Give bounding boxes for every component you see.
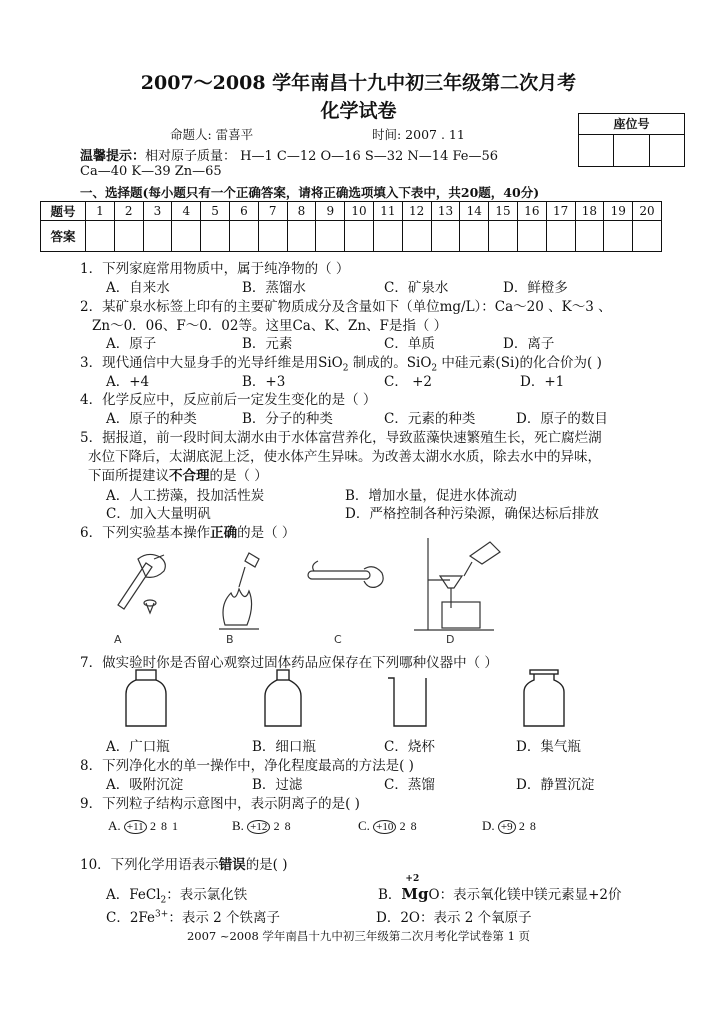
q3-subscript: 2 — [342, 363, 349, 374]
figure-label-b: B — [226, 633, 234, 646]
answer-cell[interactable] — [345, 221, 374, 252]
q5-stem-part: 的是（ ） — [209, 468, 268, 484]
q4-option-d: D．原子的数目 — [516, 411, 608, 427]
question-number: 2 — [114, 202, 143, 221]
nucleus-charge: +10 — [373, 820, 396, 834]
atom-diagram-b — [232, 818, 292, 834]
q1-option-d: D．鲜橙多 — [503, 280, 568, 296]
question-number: 10 — [345, 202, 374, 221]
page-footer: 2007 ~2008 学年南昌十九中初三年级第二次月考化学试卷第 1 页 — [186, 929, 531, 943]
question-number: 3 — [143, 202, 172, 221]
q5-option-c: C．加入大量明矾 — [106, 506, 211, 522]
figure-label-c: C — [334, 633, 342, 646]
question-number: 16 — [517, 202, 546, 221]
question-5: 5．据报道，前一段时间太湖水由于水体富营养化，导致蓝藻快速繁殖生长，死亡腐烂湖 — [80, 430, 602, 446]
question-2-line2: Zn～0．06、F～0．02等。这里Ca、K、Zn、F是指（ ） — [92, 318, 448, 334]
q10-b-valence: +2 — [405, 874, 420, 884]
q8-option-d: D．静置沉淀 — [516, 777, 595, 793]
lab-figure-c — [300, 555, 390, 605]
figure-label-a: A — [114, 633, 122, 646]
answer-cell[interactable] — [316, 221, 345, 252]
date-line: 时间: 2007 . 11 — [372, 127, 465, 142]
question-number: 8 — [287, 202, 316, 221]
q4-option-b: B．分子的种类 — [242, 411, 333, 427]
electron-shells: 2 8 1 — [149, 819, 179, 833]
q5-stem-emphasis: 不合理 — [169, 468, 210, 484]
q1-option-a: A．自来水 — [106, 280, 170, 296]
question-number: 4 — [172, 202, 201, 221]
beaker-icon — [386, 676, 430, 730]
question-number: 9 — [316, 202, 345, 221]
seat-cell[interactable] — [614, 135, 649, 167]
question-4: 4．化学反应中，反应前后一定发生变化的是（ ） — [80, 392, 377, 408]
q6-stem-part: 的是（ ） — [237, 525, 296, 541]
q10-b-part: O：表示氧化镁中镁元素显+2价 — [428, 887, 622, 903]
answer-row — [41, 221, 662, 252]
author-line: 命题人: 雷喜平 — [170, 127, 254, 142]
q5-stem-part: 下面所提建议 — [88, 468, 169, 484]
answer-table — [40, 201, 662, 252]
q10-stem-part: 的是( ) — [245, 857, 288, 873]
q1-option-b: B．蒸馏水 — [242, 280, 306, 296]
tip-text: 相对原子质量： H—1 C—12 O—16 S—32 N—14 Fe—56 — [145, 149, 499, 164]
lab-figure-a — [108, 545, 178, 635]
answer-cell[interactable] — [517, 221, 546, 252]
answer-cell[interactable] — [604, 221, 633, 252]
q7-option-b: B．细口瓶 — [252, 739, 316, 755]
q10-b-label: B． — [378, 887, 402, 903]
answer-cell[interactable] — [86, 221, 115, 252]
nucleus-charge: +11 — [124, 820, 147, 834]
answer-cell[interactable] — [287, 221, 316, 252]
seat-number-label: 座位号 — [579, 114, 684, 135]
q10-a-part: A．FeCl — [106, 887, 161, 903]
q7-option-d: D．集气瓶 — [516, 739, 581, 755]
seat-number-box — [578, 113, 685, 167]
question-number: 7 — [258, 202, 287, 221]
q10-a-part: ：表示氯化铁 — [166, 887, 248, 903]
nucleus-charge: +9 — [498, 820, 516, 834]
q5-option-b: B．增加水量，促进水体流动 — [345, 488, 517, 504]
q3-stem-part: 制成的。SiO — [348, 355, 432, 371]
electron-shells: 2 8 — [399, 819, 418, 833]
q3-option-b: B．+3 — [242, 374, 286, 390]
q2-option-c: C．单质 — [384, 336, 435, 352]
nucleus-charge: +12 — [247, 820, 270, 834]
question-9: 9．下列粒子结构示意图中，表示阴离子的是( ) — [80, 796, 360, 812]
answer-cell[interactable] — [258, 221, 287, 252]
q5-option-d: D．严格控制各种污染源，确保达标后排放 — [345, 506, 599, 522]
q6-stem-part: 6．下列实验基本操作 — [80, 525, 211, 541]
tip-text-2: Ca—40 K—39 Zn—65 — [80, 164, 222, 179]
row-label-question: 题号 — [41, 202, 86, 221]
q3-option-a: A．+4 — [106, 374, 150, 390]
q10-option-c — [106, 906, 280, 926]
answer-cell[interactable] — [489, 221, 518, 252]
q9-option-label: C. — [358, 818, 370, 833]
q1-option-c: C．矿泉水 — [384, 280, 449, 296]
q4-option-a: A．原子的种类 — [106, 411, 197, 427]
q10-c-part: C．2Fe — [106, 910, 156, 926]
q10-stem-emphasis: 错误 — [218, 857, 246, 873]
q2-option-b: B．元素 — [242, 336, 293, 352]
figure-label-d: D — [446, 633, 455, 646]
answer-cell[interactable] — [633, 221, 662, 252]
q8-option-c: C．蒸馏 — [384, 777, 435, 793]
tip-line — [80, 145, 498, 164]
question-10 — [80, 853, 288, 873]
question-number: 20 — [633, 202, 662, 221]
lab-figure-b — [205, 545, 275, 635]
q3-stem-part: 3．现代通信中大显身手的光导纤维是用SiO — [80, 355, 343, 371]
question-number: 19 — [604, 202, 633, 221]
q3-option-c: C． +2 — [384, 374, 433, 390]
q3-option-d: D．+1 — [520, 374, 565, 390]
tip-label: 温馨提示： — [80, 149, 146, 164]
q7-option-a: A．广口瓶 — [106, 739, 170, 755]
narrow-mouth-bottle-icon — [263, 668, 303, 730]
q9-option-label: B. — [232, 818, 244, 833]
q10-c-part: ：表示 2 个铁离子 — [168, 910, 280, 926]
q5-option-a: A．人工捞藻，投加活性炭 — [106, 488, 265, 504]
seat-cell[interactable] — [579, 135, 614, 167]
q10-option-d: D．2O：表示 2 个氧原子 — [376, 910, 532, 926]
question-number: 12 — [402, 202, 431, 221]
gas-jar-icon — [522, 668, 566, 730]
answer-cell[interactable] — [114, 221, 143, 252]
question-number: 6 — [229, 202, 258, 221]
answer-cell[interactable] — [201, 221, 230, 252]
atom-diagram-c — [358, 818, 418, 834]
question-number: 13 — [431, 202, 460, 221]
question-6 — [80, 521, 295, 541]
electron-shells: 2 8 — [518, 819, 537, 833]
q10-option-b — [378, 874, 622, 903]
question-number: 11 — [373, 202, 402, 221]
answer-cell[interactable] — [431, 221, 460, 252]
atom-diagram-d — [482, 818, 537, 834]
q10-c-superscript: 3+ — [155, 909, 169, 920]
question-number: 15 — [489, 202, 518, 221]
section-heading: 一、选择题(每小题只有一个正确答案，请将正确选项填入下表中，共20题，40分) — [80, 185, 540, 200]
atom-diagram-a — [108, 818, 179, 834]
q9-option-label: D. — [482, 818, 495, 833]
question-5-line2: 水位下降后，太湖底泥上泛，使水体产生异味。为改善太湖水水质，除去水中的异味， — [88, 449, 601, 465]
q10-b-symbol: Mg — [401, 885, 429, 903]
question-2: 2．某矿泉水标签上印有的主要矿物质成分及含量如下（单位mg/L）：Ca～20 、K～3 、 — [80, 299, 612, 315]
question-1: 1．下列家庭常用物质中，属于纯净物的（ ） — [80, 261, 350, 277]
q3-stem-part: 中硅元素(Si)的化合价为( ) — [437, 355, 602, 371]
q10-stem-part: 10．下列化学用语表示 — [80, 857, 219, 873]
q3-subscript: 2 — [431, 363, 438, 374]
seat-cell[interactable] — [650, 135, 684, 167]
question-number: 14 — [460, 202, 489, 221]
row-label-answer: 答案 — [41, 221, 86, 252]
wide-mouth-bottle-icon — [124, 668, 168, 730]
question-8: 8．下列净化水的单一操作中，净化程度最高的方法是( ) — [80, 758, 414, 774]
q7-option-c: C．烧杯 — [384, 739, 435, 755]
question-number: 18 — [575, 202, 604, 221]
q6-stem-emphasis: 正确 — [210, 525, 238, 541]
q8-option-b: B．过滤 — [252, 777, 303, 793]
q8-option-a: A．吸附沉淀 — [106, 777, 184, 793]
exam-title: 2007～2008 学年南昌十九中初三年级第二次月考 — [140, 72, 577, 94]
question-number-row — [41, 202, 662, 221]
lab-figure-d — [410, 536, 510, 636]
q9-option-label: A. — [108, 818, 121, 833]
answer-cell[interactable] — [402, 221, 431, 252]
question-number: 17 — [546, 202, 575, 221]
answer-cell[interactable] — [172, 221, 201, 252]
question-7: 7．做实验时你是否留心观察过固体药品应保存在下列哪种仪器中（ ） — [80, 655, 498, 671]
answer-cell[interactable] — [143, 221, 172, 252]
exam-subtitle: 化学试卷 — [320, 100, 397, 122]
answer-cell[interactable] — [229, 221, 258, 252]
question-5-line3 — [88, 464, 268, 484]
q4-option-c: C．元素的种类 — [384, 411, 476, 427]
question-number: 5 — [201, 202, 230, 221]
q2-option-a: A．原子 — [106, 336, 157, 352]
answer-cell[interactable] — [546, 221, 575, 252]
q2-option-d: D．离子 — [503, 336, 555, 352]
electron-shells: 2 8 — [273, 819, 292, 833]
q10-option-a — [106, 883, 247, 906]
answer-cell[interactable] — [373, 221, 402, 252]
answer-cell[interactable] — [575, 221, 604, 252]
question-number: 1 — [86, 202, 115, 221]
q10-a-subscript: 2 — [160, 895, 167, 906]
answer-cell[interactable] — [460, 221, 489, 252]
